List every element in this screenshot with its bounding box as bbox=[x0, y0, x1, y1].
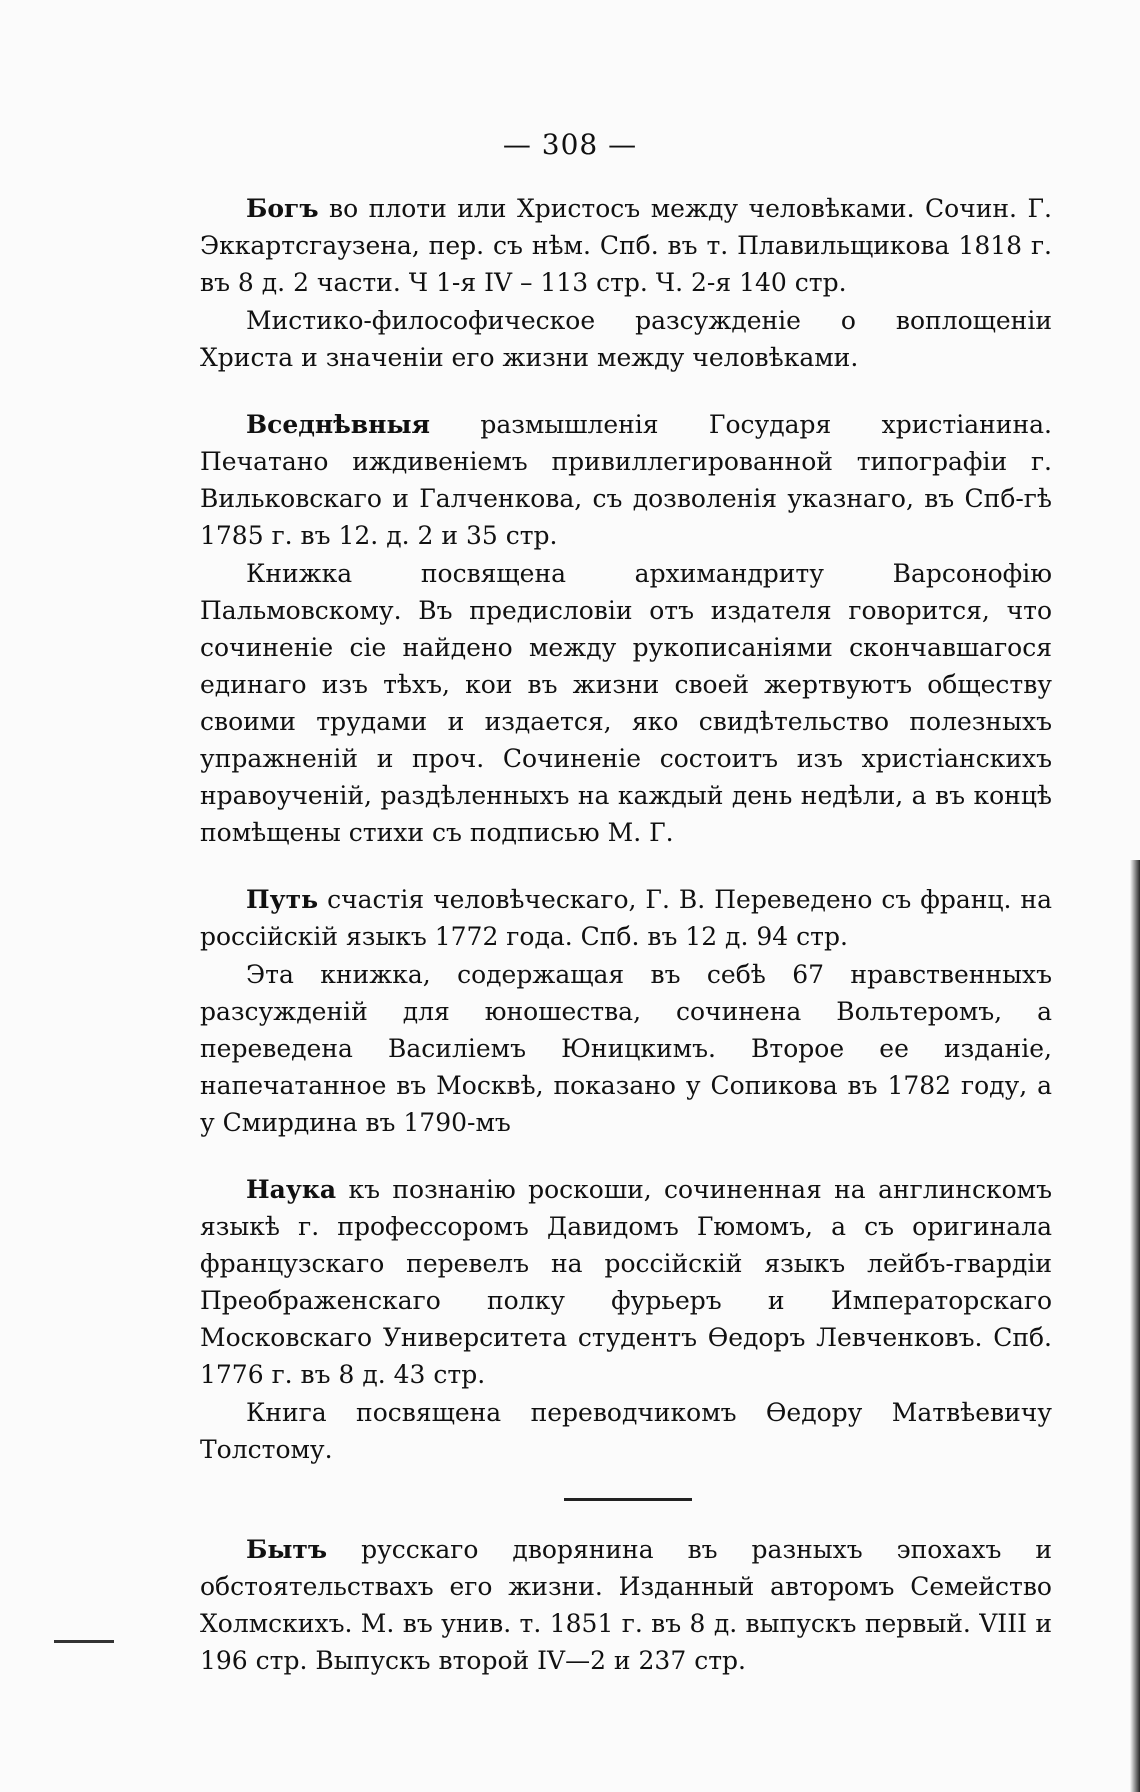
entry-citation bbox=[200, 1531, 1052, 1679]
entry-text: счастія человѣческаго, Г. В. Переведено съ франц. на россійскій языкъ 1772 года. Спб. въ 12 д. 94 стр. bbox=[200, 885, 1052, 951]
entry-title: Богъ bbox=[246, 194, 319, 223]
entry-citation bbox=[200, 881, 1052, 955]
entry-text: во плоти или Христосъ между человѣками. Сочин. Г. Эккартсгаузена, пер. съ нѣм. Спб. въ т. Плавильщикова 1818 г. въ 8 д. 2 части. Ч 1-я IV – 113 стр. Ч. 2-я 140 стр. bbox=[200, 194, 1052, 297]
bibliography-entry bbox=[200, 881, 1052, 1141]
entry-annotation: Книжка посвящена архимандриту Варсонофію Пальмовскому. Въ предисловіи отъ издателя говорится, что сочиненіе сіе найдено между рукописаніями скончавшагося единаго изъ тѣхъ, кои въ жизни своей жертвуютъ обществу своими трудами и издается, яко свидѣтельство полезныхъ упражненій и проч. Сочиненіе состоитъ изъ христіанскихъ нравоученій, раздѣленныхъ на каждый день недѣли, а въ концѣ помѣщены стихи съ подписью М. Г. bbox=[200, 559, 1052, 847]
entry-title: Путь bbox=[246, 885, 319, 914]
entry-title: Бытъ bbox=[246, 1535, 328, 1564]
section-divider bbox=[564, 1498, 692, 1501]
margin-dash-mark bbox=[54, 1640, 114, 1643]
entry-text: къ познанію роскоши, сочиненная на англинскомъ языкѣ г. профессоромъ Давидомъ Гюмомъ, а съ оригинала французскаго перевелъ на россійскій языкъ лейбъ-гвардіи Преображенскаго полку фурьеръ и Императорскаго Московскаго Университета студентъ Ѳедоръ Левченковъ. Спб. 1776 г. въ 8 д. 43 стр. bbox=[200, 1175, 1052, 1389]
entry-citation bbox=[200, 406, 1052, 554]
page-number: — 308 — bbox=[502, 128, 638, 161]
page-text bbox=[200, 190, 1052, 1709]
entry-title: Наука bbox=[246, 1175, 337, 1204]
entry-annotation: Эта книжка, содержащая въ себѣ 67 нравственныхъ разсужденій для юношества, сочинена Вольтеромъ, а переведена Василіемъ Юницкимъ. Второе ее изданіе, напечатанное въ Москвѣ, показано у Сопикова въ 1782 году, а у Смирдина въ 1790-мъ bbox=[200, 960, 1052, 1137]
bibliography-entry bbox=[200, 1531, 1052, 1679]
entry-text: русскаго дворянина въ разныхъ эпохахъ и обстоятельствахъ его жизни. Изданный авторомъ Семейство Холмскихъ. М. въ унив. т. 1851 г. въ 8 д. выпускъ первый. VIII и 196 стр. Выпускъ второй IV—2 и 237 стр. bbox=[200, 1535, 1052, 1675]
bibliography-entry bbox=[200, 190, 1052, 376]
bibliography-entry bbox=[200, 1171, 1052, 1468]
bibliography-entry bbox=[200, 406, 1052, 851]
entry-citation bbox=[200, 1171, 1052, 1393]
entry-annotation: Мистико-философическое разсужденіе о воплощеніи Христа и значеніи его жизни между человѣками. bbox=[200, 306, 1052, 372]
entry-title: Вседнѣвныя bbox=[246, 410, 430, 439]
entry-text: размышленія Государя христіанина. Печатано иждивеніемъ привиллегированной типографіи г. Вильковскаго и Галченкова, съ дозволенія указнаго, въ Спб-гѣ 1785 г. въ 12. д. 2 и 35 стр. bbox=[200, 410, 1052, 550]
entry-annotation: Книга посвящена переводчикомъ Ѳедору Матвѣевичу Толстому. bbox=[200, 1398, 1052, 1464]
page-edge-shadow bbox=[1130, 860, 1140, 1792]
entry-citation bbox=[200, 190, 1052, 301]
